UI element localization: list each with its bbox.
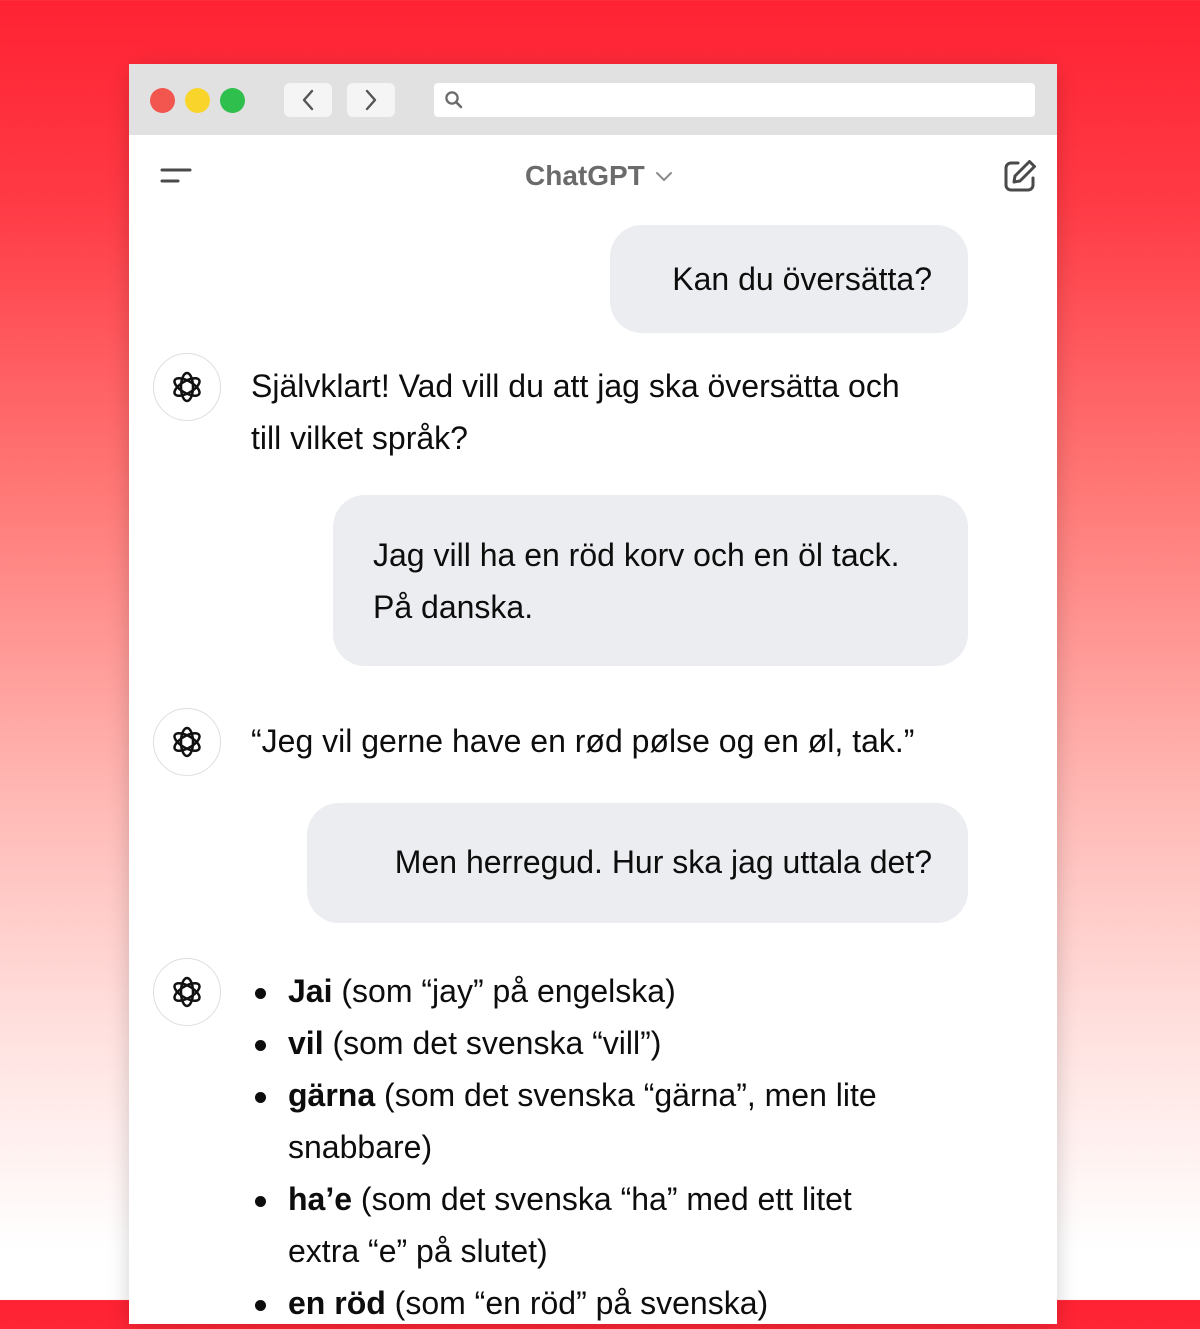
close-window-button[interactable] bbox=[150, 88, 175, 113]
search-icon bbox=[444, 90, 464, 110]
openai-logo-icon bbox=[167, 367, 207, 407]
list-desc: (som det svenska “gärna”, men lite snabbare) bbox=[288, 1077, 877, 1165]
message-text: Kan du översätta? bbox=[672, 261, 932, 297]
menu-icon[interactable] bbox=[159, 163, 193, 189]
back-button[interactable] bbox=[284, 83, 332, 117]
list-term: en röd bbox=[288, 1285, 386, 1321]
address-bar[interactable] bbox=[434, 83, 1035, 117]
list-desc: (som det svenska “ha” med ett litet extra “e” på slutet) bbox=[288, 1181, 852, 1269]
assistant-avatar bbox=[153, 353, 221, 421]
browser-titlebar bbox=[129, 64, 1057, 135]
list-item bbox=[251, 1069, 931, 1173]
list-desc: (som “en röd” på svenska) bbox=[385, 1285, 769, 1321]
list-item bbox=[251, 1277, 931, 1329]
minimize-window-button[interactable] bbox=[185, 88, 210, 113]
assistant-avatar bbox=[153, 708, 221, 776]
message-line: På danska. bbox=[373, 589, 534, 625]
user-message bbox=[307, 803, 968, 923]
list-term: vil bbox=[288, 1025, 324, 1061]
openai-logo-icon bbox=[167, 722, 207, 762]
user-message bbox=[333, 495, 968, 666]
openai-logo-icon bbox=[167, 972, 207, 1012]
message-text: Men herregud. Hur ska jag uttala det? bbox=[394, 844, 932, 880]
list-term: ha’e bbox=[288, 1181, 353, 1217]
list-desc: (som det svenska “vill”) bbox=[323, 1025, 662, 1061]
model-name: ChatGPT bbox=[525, 160, 645, 191]
assistant-avatar bbox=[153, 958, 221, 1026]
chevron-down-icon bbox=[655, 170, 673, 182]
list-item bbox=[251, 965, 931, 1017]
assistant-message: Självklart! Vad vill du att jag ska översätta och till vilket språk? bbox=[251, 368, 900, 456]
chevron-right-icon bbox=[364, 89, 378, 111]
browser-window bbox=[129, 64, 1057, 1324]
list-item bbox=[251, 1017, 931, 1069]
list-term: Jai bbox=[288, 973, 333, 1009]
forward-button[interactable] bbox=[347, 83, 395, 117]
address-input[interactable] bbox=[472, 83, 1027, 117]
list-desc: (som “jay” på engelska) bbox=[332, 973, 676, 1009]
chevron-left-icon bbox=[301, 89, 315, 111]
pronunciation-list bbox=[251, 965, 931, 1329]
list-term: gärna bbox=[288, 1077, 376, 1113]
chat-header bbox=[129, 135, 1057, 217]
zoom-window-button[interactable] bbox=[220, 88, 245, 113]
model-selector[interactable] bbox=[525, 157, 673, 195]
list-item bbox=[251, 1173, 931, 1277]
assistant-message: “Jeg vil gerne have en rød pølse og en øl, tak.” bbox=[251, 723, 915, 759]
edit-icon[interactable] bbox=[1001, 157, 1039, 195]
user-message bbox=[610, 225, 968, 333]
message-line: Jag vill ha en röd korv och en öl tack. bbox=[373, 537, 900, 573]
